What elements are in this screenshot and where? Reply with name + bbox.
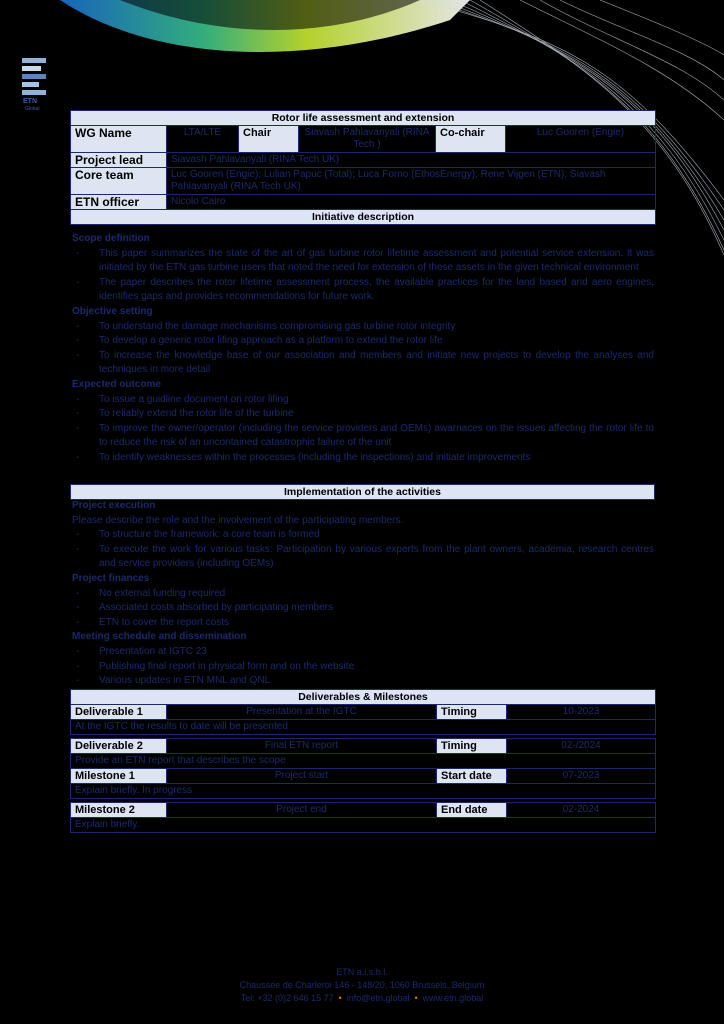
- deliverables-table: [70, 689, 656, 833]
- table-title: Rotor life assessment and extension: [71, 111, 656, 126]
- list-item: - To structure the framework: a core team is formed: [72, 528, 654, 543]
- milestone-2-label: Milestone 2: [71, 803, 167, 818]
- etn-officer-value: Nicolo Cairo: [167, 195, 656, 210]
- list-item: - Associated costs absorbed by participating members: [72, 601, 654, 616]
- list-item: - To increase the knowledge base of our association and members and initiate new projects to develop the analyses and techniques in more detail: [72, 349, 654, 378]
- initiative-title: Initiative description: [71, 210, 656, 225]
- deliverable-1-date: 10-2023: [507, 705, 656, 720]
- list-item: - To improve the owner/operator (including the service providers and OEMs) awarnaces on the issues affecting the rotor life to to reduce the risk of an uncontained catastrophic failure of the unit: [72, 422, 654, 451]
- deliverable-1-key: Timing: [437, 705, 507, 720]
- logo-text: ETN: [23, 98, 37, 105]
- milestone-1-note: Explain briefly. In progress: [71, 784, 656, 799]
- bullet-icon: •: [336, 993, 345, 1003]
- list-item: - Presentation at IGTC 23: [72, 645, 654, 660]
- cochair-label: Co-chair: [436, 126, 506, 153]
- footer-address: Chaussée de Charleroi 146 - 148/20, 1060 Brussels, Belgium: [239, 980, 485, 990]
- footer-web[interactable]: www.etn.global: [422, 993, 484, 1003]
- footer-phone: Tel: +32 (0)2 646 15 77: [240, 993, 334, 1003]
- project-lead-value: Siavash Pahlavanyali (RINA Tech UK): [167, 153, 656, 168]
- execution-intro: Please describe the role and the involvement of the participating members.: [72, 514, 404, 526]
- finances-heading: Project finances: [72, 572, 150, 584]
- list-item: - To develop a generic rotor lifing approach as a platform to extend the rotor life: [72, 334, 654, 349]
- implementation-section: [72, 499, 654, 689]
- list-item: - Various updates in ETN MNL and QNL: [72, 674, 654, 689]
- project-info-table: [70, 110, 656, 225]
- footer-contact: [0, 992, 724, 1005]
- list-item: - This paper summarizes the state of the art of gas turbine rotor lifetime assessment and potential service extension. It was initiated by the ETN gas turbine users that noted the need for extension of these assets in the given technical environment: [72, 247, 654, 276]
- deliverables-title: Deliverables & Milestones: [71, 690, 656, 705]
- chair-value: Siavash Pahlavanyali (RINA Tech ): [299, 126, 436, 153]
- etn-officer-label: ETN officer: [71, 195, 167, 210]
- list-item: - To execute the work for various tasks: Participation by various experts from the plant owners, academia, research centres and service providers (including OEMs): [72, 543, 654, 572]
- milestone-2-date: 02-2024: [507, 803, 656, 818]
- list-item: - The paper describes the rotor lifetime assessment process, the available practices for the land based and aero engines, identifies gaps and provides recommendations for future work.: [72, 276, 654, 305]
- wg-name-value: LTA/LTE: [167, 126, 239, 153]
- list-item: - Publishing final report in physical form and on the website: [72, 660, 654, 675]
- deliverable-1-value: Presentation at the IGTC: [167, 705, 437, 720]
- initiative-section: [72, 232, 654, 466]
- bullet-icon: •: [412, 993, 421, 1003]
- deliverable-2-key: Timing: [437, 739, 507, 754]
- deliverable-1-note: At the IGTC the results to date will be presented: [71, 720, 656, 735]
- meeting-heading: Meeting schedule and dissemination: [72, 631, 247, 643]
- milestone-2-note: Explain briefly.: [71, 818, 656, 833]
- list-item: - To issue a guidline document on rotor lifing: [72, 393, 654, 408]
- implementation-title: Implementation of the activities: [71, 485, 655, 500]
- deliverable-2-label: Deliverable 2: [71, 739, 167, 754]
- execution-heading: Project execution: [72, 500, 156, 511]
- deliverable-2-value: Final ETN report: [167, 739, 437, 754]
- list-item: - ETN to cover the report costs: [72, 616, 654, 631]
- wg-name-label: WG Name: [71, 126, 167, 153]
- implementation-header: [70, 484, 655, 500]
- list-item: - No external funding required: [72, 587, 654, 602]
- milestone-1-key: Start date: [437, 769, 507, 784]
- deliverable-2-note: Provide an ETN report that describes the scope: [71, 754, 656, 769]
- page-footer: [0, 966, 724, 1005]
- footer-email[interactable]: info@etn.global: [346, 993, 410, 1003]
- chair-label: Chair: [239, 126, 299, 153]
- deliverable-2-date: 02-/2024: [507, 739, 656, 754]
- deliverable-1-label: Deliverable 1: [71, 705, 167, 720]
- outcome-heading: Expected outcome: [72, 378, 161, 390]
- core-team-label: Core team: [71, 168, 167, 195]
- scope-heading: Scope definition: [72, 233, 150, 244]
- cochair-value: Luc Gooren (Engie): [506, 126, 656, 153]
- list-item: - To reliably extend the rotor life of the turbine: [72, 407, 654, 422]
- milestone-1-date: 07-2023: [507, 769, 656, 784]
- project-lead-label: Project lead: [71, 153, 167, 168]
- etn-logo-mark: [22, 58, 46, 98]
- core-team-value: Luc Gooren (Engie); Lulian Papuc (Total); Luca Forno (EthosEnergy); Rene Vijgen (ETN); Siavash Pahlavanyali (RINA Tech UK): [167, 168, 656, 195]
- logo-subtext: Global: [25, 106, 40, 112]
- milestone-2-value: Project end: [167, 803, 437, 818]
- list-item: - To understand the damage mechanisms compromising gas turbine rotor integrity: [72, 320, 654, 335]
- milestone-1-label: Milestone 1: [71, 769, 167, 784]
- milestone-1-value: Project start: [167, 769, 437, 784]
- footer-org: ETN a.i.s.b.l.: [336, 967, 388, 977]
- milestone-2-key: End date: [437, 803, 507, 818]
- list-item: - To identify weaknesses within the processes (including the inspections) and initiate improvements: [72, 451, 654, 466]
- objective-heading: Objective setting: [72, 305, 153, 317]
